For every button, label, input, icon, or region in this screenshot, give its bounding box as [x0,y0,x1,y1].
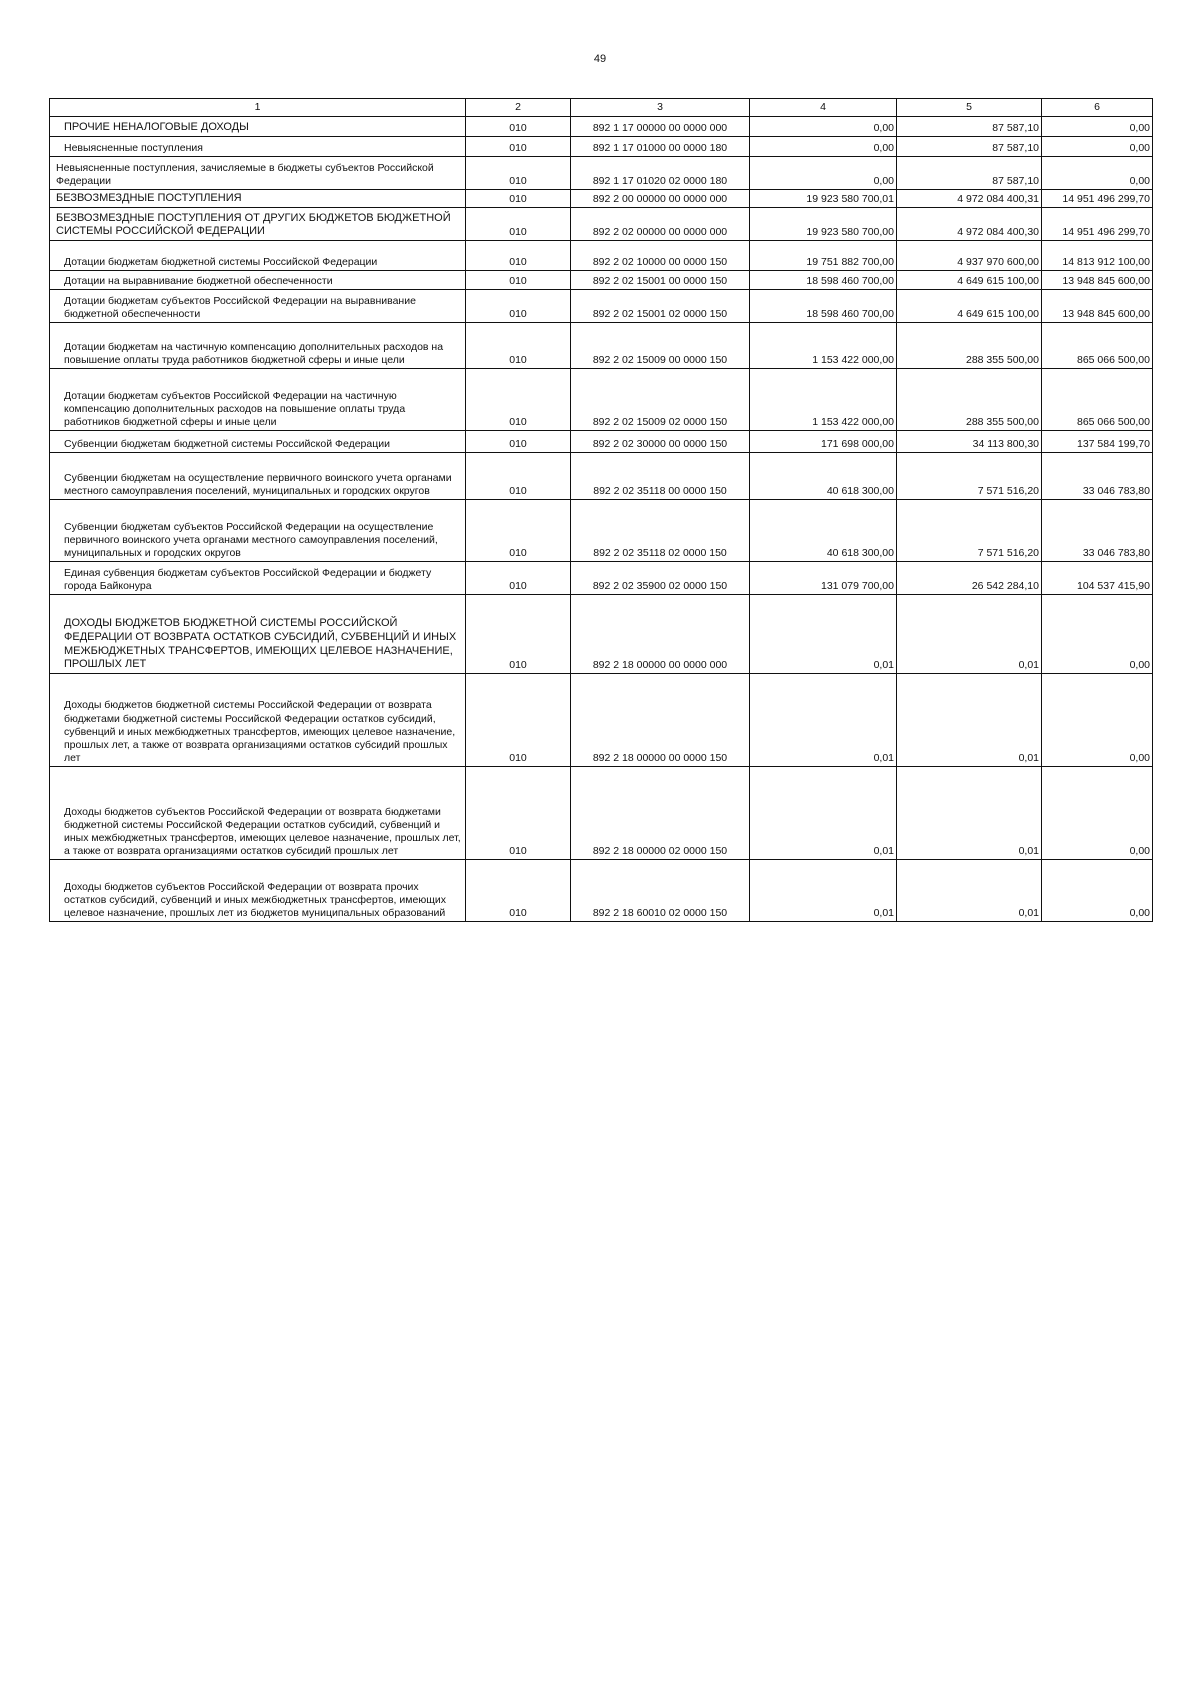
row-col6-value: 0,00 [1042,674,1153,767]
row-kbk-cell: 892 2 02 30000 00 0000 150 [571,431,750,453]
row-code-cell: 010 [466,369,571,431]
row-code-cell: 010 [466,860,571,922]
table-row [50,562,1153,595]
row-col6-value: 14 813 912 100,00 [1042,241,1153,271]
row-kbk-cell: 892 2 18 60010 02 0000 150 [571,860,750,922]
row-code-cell: 010 [466,453,571,500]
row-kbk-cell: 892 2 18 00000 02 0000 150 [571,767,750,860]
row-col4-value: 0,00 [750,137,897,157]
row-col4-value: 19 923 580 700,00 [750,208,897,241]
row-kbk-cell: 892 2 02 15009 00 0000 150 [571,323,750,369]
row-kbk-cell: 892 1 17 00000 00 0000 000 [571,117,750,137]
row-col4-value: 19 751 882 700,00 [750,241,897,271]
row-col4-value: 0,00 [750,117,897,137]
table-body [50,117,1153,922]
row-kbk-cell: 892 2 02 35900 02 0000 150 [571,562,750,595]
row-col4-value: 0,01 [750,595,897,674]
row-col6-value: 0,00 [1042,767,1153,860]
row-col4-value: 171 698 000,00 [750,431,897,453]
table-row [50,137,1153,157]
row-col6-value: 0,00 [1042,860,1153,922]
row-code-cell: 010 [466,767,571,860]
row-kbk-cell: 892 2 02 35118 00 0000 150 [571,453,750,500]
row-col6-value: 33 046 783,80 [1042,453,1153,500]
table-row [50,674,1153,767]
column-header-5: 5 [897,99,1042,117]
row-name-cell: Дотации бюджетам субъектов Российской Федерации на выравнивание бюджетной обеспеченности [50,290,466,323]
row-col6-value: 33 046 783,80 [1042,500,1153,562]
row-code-cell: 010 [466,595,571,674]
table-row [50,290,1153,323]
row-name-cell: Невыясненные поступления [50,137,466,157]
row-col6-value: 0,00 [1042,137,1153,157]
row-col4-value: 1 153 422 000,00 [750,323,897,369]
page-number: 49 [593,53,607,65]
row-col6-value: 14 951 496 299,70 [1042,190,1153,208]
row-name-cell: Дотации бюджетам субъектов Российской Федерации на частичную компенсацию дополнительных расходов на повышение оплаты труда работников бюджетной сферы и иные цели [50,369,466,431]
row-col5-value: 0,01 [897,767,1042,860]
table-row [50,157,1153,190]
row-code-cell: 010 [466,500,571,562]
row-name-cell: Субвенции бюджетам субъектов Российской Федерации на осуществление первичного воинского учета органами местного самоуправления поселений, муниципальных и городских округов [50,500,466,562]
column-header-1: 1 [50,99,466,117]
row-col4-value: 1 153 422 000,00 [750,369,897,431]
row-code-cell: 010 [466,271,571,290]
row-code-cell: 010 [466,157,571,190]
row-col5-value: 4 937 970 600,00 [897,241,1042,271]
row-col5-value: 4 649 615 100,00 [897,271,1042,290]
revenue-table [49,98,1153,922]
column-header-2: 2 [466,99,571,117]
row-col6-value: 13 948 845 600,00 [1042,290,1153,323]
row-col4-value: 0,00 [750,157,897,190]
table-row [50,767,1153,860]
table-row [50,190,1153,208]
row-kbk-cell: 892 2 02 15001 00 0000 150 [571,271,750,290]
row-col5-value: 7 571 516,20 [897,500,1042,562]
row-code-cell: 010 [466,431,571,453]
row-kbk-cell: 892 2 02 15001 02 0000 150 [571,290,750,323]
row-col6-value: 14 951 496 299,70 [1042,208,1153,241]
row-col4-value: 40 618 300,00 [750,453,897,500]
column-number-header-row [50,99,1153,117]
table-row [50,323,1153,369]
table-row [50,860,1153,922]
row-col4-value: 18 598 460 700,00 [750,290,897,323]
column-header-4: 4 [750,99,897,117]
row-col5-value: 7 571 516,20 [897,453,1042,500]
row-col6-value: 865 066 500,00 [1042,369,1153,431]
row-col5-value: 87 587,10 [897,117,1042,137]
row-name-cell: Доходы бюджетов субъектов Российской Федерации от возврата бюджетами бюджетной системы Российской Федерации остатков субсидий, субвенций и иных межбюджетных трансфертов, имеющих целевое назначение, прошлых лет, а также от возврата организациями остатков субсидий прошлых лет [50,767,466,860]
table-row [50,453,1153,500]
row-kbk-cell: 892 2 18 00000 00 0000 000 [571,595,750,674]
row-name-cell: Единая субвенция бюджетам субъектов Российской Федерации и бюджету города Байконура [50,562,466,595]
row-name-cell: Субвенции бюджетам на осуществление первичного воинского учета органами местного самоуправления поселений, муниципальных и городских округов [50,453,466,500]
table-row [50,241,1153,271]
row-name-cell: ДОХОДЫ БЮДЖЕТОВ БЮДЖЕТНОЙ СИСТЕМЫ РОССИЙСКОЙ ФЕДЕРАЦИИ ОТ ВОЗВРАТА ОСТАТКОВ СУБСИДИЙ, СУБВЕНЦИЙ И ИНЫХ МЕЖБЮДЖЕТНЫХ ТРАНСФЕРТОВ, ИМЕЮЩИХ ЦЕЛЕВОЕ НАЗНАЧЕНИЕ, ПРОШЛЫХ ЛЕТ [50,595,466,674]
row-code-cell: 010 [466,241,571,271]
table-row [50,271,1153,290]
column-header-6: 6 [1042,99,1153,117]
row-col4-value: 40 618 300,00 [750,500,897,562]
row-col4-value: 0,01 [750,674,897,767]
table-row [50,431,1153,453]
row-col5-value: 4 972 084 400,31 [897,190,1042,208]
report-table-container [49,98,1152,922]
row-col5-value: 26 542 284,10 [897,562,1042,595]
row-col4-value: 19 923 580 700,01 [750,190,897,208]
row-name-cell: Доходы бюджетов бюджетной системы Российской Федерации от возврата бюджетами бюджетной системы Российской Федерации остатков субсидий, субвенций и иных межбюджетных трансфертов, имеющих целевое назначение, прошлых лет, а также от возврата организациями остатков субсидий прошлых лет [50,674,466,767]
row-col5-value: 288 355 500,00 [897,323,1042,369]
row-col6-value: 13 948 845 600,00 [1042,271,1153,290]
row-col5-value: 34 113 800,30 [897,431,1042,453]
row-code-cell: 010 [466,674,571,767]
row-col4-value: 18 598 460 700,00 [750,271,897,290]
row-name-cell: Доходы бюджетов субъектов Российской Федерации от возврата прочих остатков субсидий, субвенций и иных межбюджетных трансфертов, имеющих целевое назначение, прошлых лет из бюджетов муниципальных образований [50,860,466,922]
row-code-cell: 010 [466,190,571,208]
row-col6-value: 137 584 199,70 [1042,431,1153,453]
row-name-cell: БЕЗВОЗМЕЗДНЫЕ ПОСТУПЛЕНИЯ [50,190,466,208]
table-row [50,117,1153,137]
row-name-cell: Дотации бюджетам бюджетной системы Российской Федерации [50,241,466,271]
row-code-cell: 010 [466,562,571,595]
column-header-3: 3 [571,99,750,117]
table-row [50,595,1153,674]
row-col6-value: 0,00 [1042,595,1153,674]
row-code-cell: 010 [466,290,571,323]
row-code-cell: 010 [466,208,571,241]
row-name-cell: Невыясненные поступления, зачисляемые в бюджеты субъектов Российской Федерации [50,157,466,190]
row-code-cell: 010 [466,137,571,157]
row-col6-value: 0,00 [1042,157,1153,190]
row-col6-value: 0,00 [1042,117,1153,137]
row-kbk-cell: 892 1 17 01020 02 0000 180 [571,157,750,190]
row-col5-value: 87 587,10 [897,137,1042,157]
row-col6-value: 865 066 500,00 [1042,323,1153,369]
row-kbk-cell: 892 2 02 15009 02 0000 150 [571,369,750,431]
row-name-cell: БЕЗВОЗМЕЗДНЫЕ ПОСТУПЛЕНИЯ ОТ ДРУГИХ БЮДЖЕТОВ БЮДЖЕТНОЙ СИСТЕМЫ РОССИЙСКОЙ ФЕДЕРАЦИИ [50,208,466,241]
row-kbk-cell: 892 2 02 10000 00 0000 150 [571,241,750,271]
row-name-cell: Дотации на выравнивание бюджетной обеспеченности [50,271,466,290]
row-name-cell: Субвенции бюджетам бюджетной системы Российской Федерации [50,431,466,453]
row-col5-value: 4 649 615 100,00 [897,290,1042,323]
row-name-cell: ПРОЧИЕ НЕНАЛОГОВЫЕ ДОХОДЫ [50,117,466,137]
row-kbk-cell: 892 2 18 00000 00 0000 150 [571,674,750,767]
table-row [50,369,1153,431]
row-kbk-cell: 892 2 02 35118 02 0000 150 [571,500,750,562]
row-col5-value: 87 587,10 [897,157,1042,190]
table-row [50,208,1153,241]
row-kbk-cell: 892 2 00 00000 00 0000 000 [571,190,750,208]
row-col5-value: 4 972 084 400,30 [897,208,1042,241]
row-col4-value: 0,01 [750,860,897,922]
table-row [50,500,1153,562]
row-col5-value: 0,01 [897,595,1042,674]
row-col5-value: 288 355 500,00 [897,369,1042,431]
row-kbk-cell: 892 2 02 00000 00 0000 000 [571,208,750,241]
row-col5-value: 0,01 [897,674,1042,767]
row-code-cell: 010 [466,117,571,137]
row-col5-value: 0,01 [897,860,1042,922]
row-col6-value: 104 537 415,90 [1042,562,1153,595]
row-col4-value: 0,01 [750,767,897,860]
row-code-cell: 010 [466,323,571,369]
row-kbk-cell: 892 1 17 01000 00 0000 180 [571,137,750,157]
row-col4-value: 131 079 700,00 [750,562,897,595]
row-name-cell: Дотации бюджетам на частичную компенсацию дополнительных расходов на повышение оплаты труда работников бюджетной сферы и иные цели [50,323,466,369]
